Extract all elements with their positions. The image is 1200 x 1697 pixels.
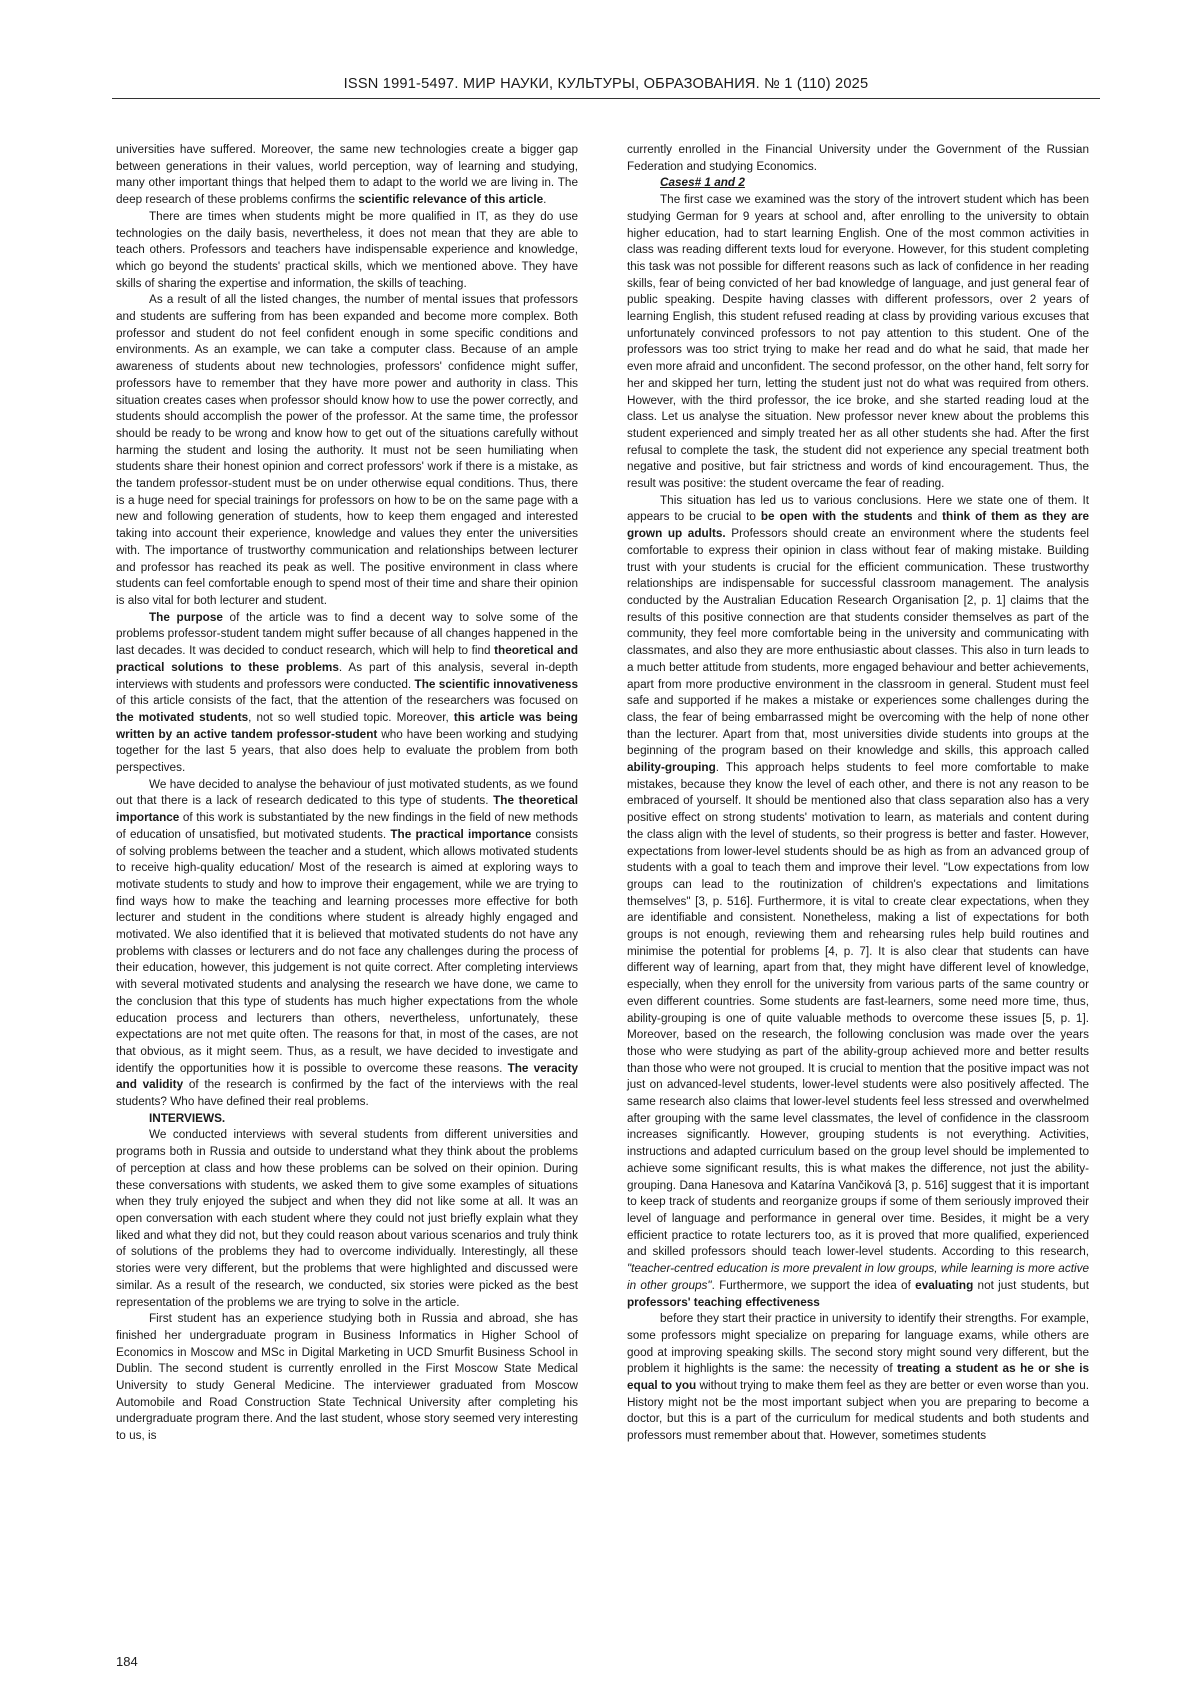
right-column — [627, 142, 1089, 1445]
left-column — [116, 142, 578, 1445]
cases-heading: Cases# 1 and 2 — [660, 176, 745, 190]
paragraph: As a result of all the listed changes, the number of mental issues that professors and students are suffering from has been expanded and become more complex. Both professor and student do not feel confident enough in some specific conditions and environments. As an example, we can take a computer class. Because of an ample awareness of students about new technologies, professors' confidence might suffer, professors have to remember that they have more power and authority in class. This situation creates cases when professor should know how to use the power correctly, and students should accomplish the power of the professor. At the same time, the professor should be ready to be wrong and know how to get out of the situations carefully without harming the student and losing the authority. It must not be seen humiliating when students share their honest opinion and correct professors' work if there is a mistake, as the tandem professor-student must be on under otherwise equal conditions. Thus, there is a huge need for special trainings for professors on how to be on the same page with a new and following generation of students, how to keep them engaged and interested taking into account their experience, knowledge and values they enter the universities with. The importance of trustworthy communication and relationships between lecturer and professor has reached its peak as well. The positive environment in class where students can feel comfortable enough to spend most of their time and share their opinion is also vital for both lecturer and student. — [116, 293, 578, 607]
paragraph: before they start their practice in university to identify their strengths. For example, some professors might specialize on preparing for language exams, while others are good at improving speaking skills. The second story might sound very different, but the problem it highlights is the same: the necessity of treating a student as he or she is equal to you without trying to make them feel as they are better or even worse than you. History might not be the most important subject when you are preparing to become a doctor, but this is a part of the curriculum for medical students and both students and professors must remember about that. However, sometimes students — [627, 1312, 1090, 1443]
paragraph: universities have suffered. Moreover, the same new technologies create a bigger gap between generations in their values, world perception, way of learning and studying, many other important things that helped them to adapt to the world we are living in. The deep research of these problems confirms the scientific relevance of this article. — [116, 143, 578, 207]
paragraph: This situation has led us to various conclusions. Here we state one of them. It appears to be crucial to be open with the students and think of them as they are grown up adults. Professors should create an environment where the students feel comfortable to express their opinion in class without fear of making mistake. Building trust with your students is crucial for the efficient communication. These trustworthy relationships are indispensable for successful classroom management. The analysis conducted by the Australian Education Research Organisation [2, p. 1] claims that the results of this positive connection are that students consider themselves as part of the community, they feel more comfortable being in the university and communicating with classmates, and also they are more enthusiastic about classes. This also in turn leads to a much better attitude from students, more engaged behaviour and better achievements, apart from more productive environment in the classroom in general. Student must feel safe and supported if he makes a mistake or experiences some challenges during the class, the fear of being embarrassed might be overcoming with the help of none other than the lecturer. Apart from that, most universities divide students into groups at the beginning of the program based on their knowledge and skills, this approach called ability-grouping. This approach helps students to feel more comfortable to make mistakes, because they know the level of each other, and there is not any reason to be embraced of yourself. It should be mentioned also that class separation also has a very positive effect on strong students' motivation to learn, as materials and content during the class align with the level of students, so their progress is better and faster. However, expectations from lower-level students should be as high as from an advanced group of students with a goal to teach them and improve their level. "Low expectations from low groups can lead to the routinization of children's expectations and limitations themselves" [3, p. 516]. Furthermore, it is vital to create clear expectations, when they are identifiable and consistent. Nonetheless, making a list of expectations for both groups is not enough, reviewing them and rehearsing rules help build routines and minimise the potential for problems [4, p. 7]. It is also clear that students can have different way of learning, apart from that, they might have different level of knowledge, especially, when they enroll for the university from various parts of the same country or even different countries. Some students are fast-learners, some need more time, thus, ability-grouping is one of quite valuable methods to overcome these issues [5, p. 1]. Moreover, based on the research, the following conclusion was made over the years those who were studying as part of the ability-group achieved more and better results than those who were not grouped. It is crucial to mention that the positive impact was not just on advanced-level students, lower-level students were also positively affected. The same research also claims that lower-level students feel less stressed and overwhelmed after grouping with the same level classmates, the level of confidence in the classroom increases significantly. However, grouping students is not everything. Activities, instructions and adapted curriculum based on the group level should be implemented to achieve some significant results, this is what makes the difference, not just the ability-grouping. Dana Hanesova and Katarína Vančiková [3, p. 516] suggest that it is important to keep track of students and reorganize groups if some of them seriously improved their level of language and performance in general over time. Besides, it might be a very efficient practice to rotate lecturers too, as it is proved that more qualified, experienced and skilled professors should teach lower-level students. According to this research, "teacher-centred education is more prevalent in low groups, while learning is more active in other groups". Furthermore, we support the idea of evaluating not just students, but professors' teaching effectiveness — [627, 493, 1090, 1309]
interviews-heading: INTERVIEWS. — [149, 1111, 226, 1125]
paragraph: We conducted interviews with several students from different universities and programs both in Russia and outside to understand what they think about the problems of perception at class and how these problems can be solved on their opinion. During these conversations with students, we asked them to give some examples of situations when they truly enjoyed the subject and when they did not like some at all. It was an open conversation with each student where they could not just briefly explain what they liked and what they did not, but they could reason about various scenarios and truly think of solutions of the problems they had to overcome individually. Interestingly, all these stories were very different, but the problems that were highlighted and discussed were similar. As a result of the research, we conducted, six stories were picked as the best representation of the problems we are trying to solve in the article. — [116, 1128, 578, 1309]
journal-header: ISSN 1991-5497. МИР НАУКИ, КУЛЬТУРЫ, ОБРАЗОВАНИЯ. № 1 (110) 2025 — [343, 76, 869, 92]
paragraph: First student has an experience studying both in Russia and abroad, she has finished her undergraduate program in Business Informatics in Higher School of Economics in Moscow and MSc in Digital Marketing in UCD Smurfit Business School in Dublin. The second student is currently enrolled in the First Moscow State Medical University to study General Medicine. The interviewer graduated from Moscow Automobile and Road Construction State Technical University after completing his undergraduate program there. And the last student, whose story seemed very interesting to us, is — [116, 1312, 578, 1443]
paragraph: There are times when students might be more qualified in IT, as they do use technologies on the daily basis, nevertheless, it does not mean that they are able to teach others. Professors and teachers have indispensable experience and knowledge, which go beyond the students' practical skills, which we mentioned above. They have skills of sharing the expertise and information, the skills of teaching. — [116, 209, 578, 290]
paragraph: currently enrolled in the Financial University under the Government of the Russian Federation and studying Economics. — [627, 143, 1089, 173]
paragraph: The purpose of the article was to find a decent way to solve some of the problems professor-student tandem might suffer because of all changes happened in the last decades. It was decided to conduct research, which will help to find theoretical and practical solutions to these problems. As part of this analysis, several in-depth interviews with students and professors were conducted. The scientific innovativeness of this article consists of the fact, that the attention of the researchers was focused on the motivated students, not so well studied topic. Moreover, this article was being written by an active tandem professor-student who have been working and studying together for the last 5 years, that also does help to evaluate the problem from both perspectives. — [116, 610, 579, 775]
paragraph: We have decided to analyse the behaviour of just motivated students, as we found out that there is a lack of research dedicated to this type of students. The theoretical importance of this work is substantiated by the new findings in the field of new methods of education of unsatisfied, but motivated students. The practical importance consists of solving problems between the teacher and a student, which allows motivated students to receive high-quality education/ Most of the research is aimed at exploring ways to motivate students to study and how to improve their engagement, while we are trying to find ways how to make the teaching and learning processes more effective for both lecturer and student in the conditions where student is already highly engaged and motivated. We also identified that it is believed that motivated students do not have any problems with classes or lecturers and do not face any challenges during the process of their education, however, this judgement is not quite correct. After completing interviews with several motivated students and analysing the research we have done, we came to the conclusion that this type of students has much higher expectations from the whole education process and lecturers than others, nevertheless, unfortunately, these expectations are not met quite often. The reasons for that, in most of the cases, are not that obvious, as it might seem. Thus, as a result, we have decided to investigate and identify the opportunities how it is possible to overcome these reasons. The veracity and validity of the research is confirmed by the fact of the interviews with the real students? Who have defined their real problems. — [116, 777, 579, 1109]
paragraph: The first case we examined was the story of the introvert student which has been studying German for 9 years at school and, after enrolling to the university to obtain higher education, had to start learning English. One of the most common activities in class was reading different texts loud for everyone. However, for this student completing this task was not possible for different reasons such as lack of confidence in her reading skills, fear of being convicted of her bad knowledge of language, and just general fear of public speaking. Despite having classes with different professors, over 2 years of learning English, this student refused reading at class by providing various excuses that unfortunately convinced professors to not pay attention to this student. One of the professors was too strict trying to make her read and do what he said, that made her even more afraid and unconfident. The second professor, on the other hand, felt sorry for her and skipped her turn, letting the student just not do what was required from others. However, with the third professor, the ice broke, and she started reading loud at the class. Let us analyse the situation. New professor never knew about the problems this student experienced and simply treated her as all other students she had. After the first refusal to complete the task, the student did not experience any special treatment both negative and positive, but fair strictness and words of kind encouragement. Thus, the result was positive: the student overcame the fear of reading. — [627, 193, 1089, 491]
header-divider — [112, 98, 1100, 99]
page-number: 184 — [116, 1654, 138, 1669]
